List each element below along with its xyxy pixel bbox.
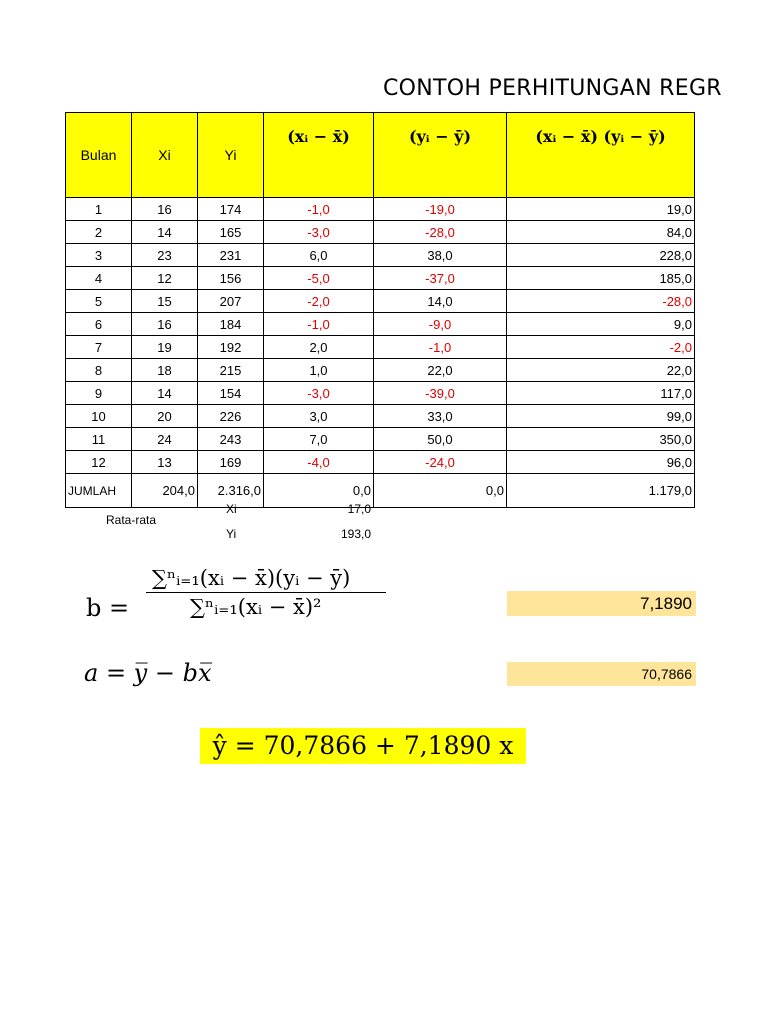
cell-yi: 226 [198,405,264,428]
table-header-row [66,113,695,198]
cell-prod: 228,0 [507,244,695,267]
cell-dy: -28,0 [374,221,507,244]
cell-yi: 192 [198,336,264,359]
cell-bulan: 2 [66,221,132,244]
table-row [66,428,695,451]
cell-prod: 117,0 [507,382,695,405]
total-row [66,474,695,508]
header-x-deviation: (xᵢ − x̄) [264,113,374,198]
cell-dx: 6,0 [264,244,374,267]
cell-prod: 99,0 [507,405,695,428]
cell-dx: -2,0 [264,290,374,313]
cell-prod: -2,0 [507,336,695,359]
cell-xi: 14 [132,221,198,244]
header-xi: Xi [132,113,198,198]
cell-dy: -39,0 [374,382,507,405]
cell-dy: -1,0 [374,336,507,359]
cell-prod: 185,0 [507,267,695,290]
cell-yi: 169 [198,451,264,474]
table-row [66,267,695,290]
cell-bulan: 12 [66,451,132,474]
cell-dx: -1,0 [264,198,374,221]
slope-formula-lhs: b = [86,594,130,622]
total-prod: 1.179,0 [507,474,695,508]
table-row [66,359,695,382]
cell-bulan: 11 [66,428,132,451]
cell-dx: 1,0 [264,359,374,382]
cell-dy: 50,0 [374,428,507,451]
cell-dx: 7,0 [264,428,374,451]
cell-yi: 243 [198,428,264,451]
cell-dy: 14,0 [374,290,507,313]
cell-dx: 2,0 [264,336,374,359]
cell-prod: 9,0 [507,313,695,336]
cell-yi: 154 [198,382,264,405]
average-yi-label: Yi [226,527,237,541]
table-row [66,290,695,313]
cell-dx: -4,0 [264,451,374,474]
cell-bulan: 1 [66,198,132,221]
average-xi-value: 17,0 [347,502,371,516]
table-row [66,198,695,221]
total-label: JUMLAH [66,474,132,508]
table-row [66,244,695,267]
cell-prod: 22,0 [507,359,695,382]
total-dx: 0,0 [264,474,374,508]
cell-xi: 23 [132,244,198,267]
table-row [66,405,695,428]
cell-yi: 207 [198,290,264,313]
cell-yi: 165 [198,221,264,244]
cell-dy: -9,0 [374,313,507,336]
total-xi: 204,0 [132,474,198,508]
cell-xi: 18 [132,359,198,382]
cell-xi: 13 [132,451,198,474]
cell-bulan: 6 [66,313,132,336]
cell-bulan: 10 [66,405,132,428]
cell-dy: 38,0 [374,244,507,267]
table-row [66,451,695,474]
cell-yi: 184 [198,313,264,336]
intercept-formula: a = y̅ − bx̅ [84,659,212,687]
regression-equation: ŷ = 70,7866 + 7,1890 x [200,728,526,764]
header-yi: Yi [198,113,264,198]
intercept-value: 70,7866 [507,662,696,686]
slope-formula-numerator: ∑ⁿᵢ₌₁(xᵢ − x̄)(yᵢ − ȳ) [152,566,351,590]
cell-dy: -19,0 [374,198,507,221]
cell-dy: 33,0 [374,405,507,428]
header-y-deviation: (yᵢ − ȳ) [374,113,507,198]
cell-bulan: 4 [66,267,132,290]
cell-prod: 96,0 [507,451,695,474]
cell-yi: 156 [198,267,264,290]
average-label: Rata-rata [106,513,157,527]
cell-yi: 215 [198,359,264,382]
table-row [66,336,695,359]
header-bulan: Bulan [66,113,132,198]
table-row [66,382,695,405]
cell-xi: 16 [132,198,198,221]
total-dy: 0,0 [374,474,507,508]
cell-xi: 24 [132,428,198,451]
cell-xi: 14 [132,382,198,405]
page-title: CONTOH PERHITUNGAN REGR [383,76,722,101]
regression-table [65,112,695,508]
cell-dx: 3,0 [264,405,374,428]
cell-xi: 16 [132,313,198,336]
average-yi-value: 193,0 [340,527,371,541]
slope-formula-fraction [146,566,476,619]
cell-dy: -37,0 [374,267,507,290]
cell-dx: -3,0 [264,382,374,405]
cell-prod: 19,0 [507,198,695,221]
cell-bulan: 5 [66,290,132,313]
cell-xi: 19 [132,336,198,359]
cell-yi: 231 [198,244,264,267]
total-yi: 2.316,0 [198,474,264,508]
header-product: (xᵢ − x̄) (yᵢ − ȳ) [507,113,695,198]
slope-value: 7,1890 [507,591,696,616]
table-row [66,313,695,336]
slope-formula [86,566,406,646]
cell-prod: 350,0 [507,428,695,451]
cell-xi: 12 [132,267,198,290]
cell-bulan: 7 [66,336,132,359]
cell-dx: -5,0 [264,267,374,290]
cell-bulan: 8 [66,359,132,382]
cell-bulan: 9 [66,382,132,405]
cell-xi: 20 [132,405,198,428]
cell-dy: 22,0 [374,359,507,382]
cell-xi: 15 [132,290,198,313]
cell-dy: -24,0 [374,451,507,474]
slope-formula-denominator: ∑ⁿᵢ₌₁(xᵢ − x̄)² [190,595,322,619]
cell-dx: -1,0 [264,313,374,336]
fraction-bar [146,592,386,593]
cell-prod: -28,0 [507,290,695,313]
cell-dx: -3,0 [264,221,374,244]
cell-yi: 174 [198,198,264,221]
table-row [66,221,695,244]
average-xi-label: Xi [226,502,237,516]
cell-prod: 84,0 [507,221,695,244]
cell-bulan: 3 [66,244,132,267]
